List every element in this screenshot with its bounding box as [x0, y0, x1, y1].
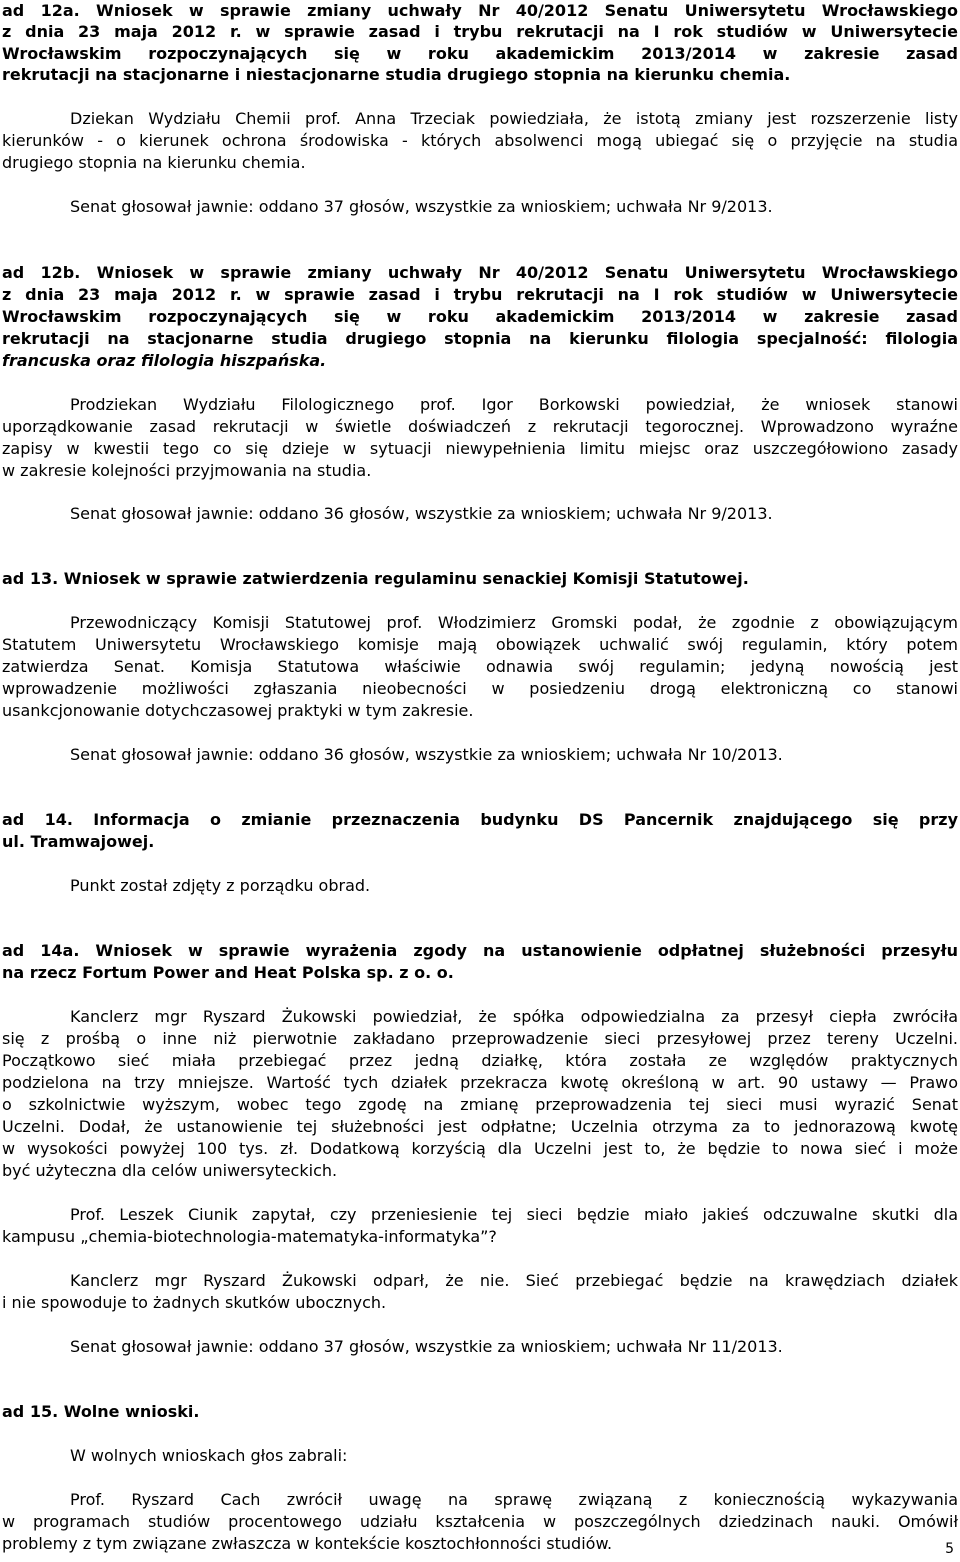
item-14a-question-line-2: kampusu „chemia-biotechnologia-matematyka-informatyka”?: [2, 1227, 497, 1246]
item-14a-question-line-1: Prof. Leszek Ciunik zapytał, czy przeniesienie tej sieci będzie miało jakieś odczuwalne skutki dla: [70, 1205, 958, 1224]
item-14a-body-line-8: być użyteczna dla celów uniwersyteckich.: [2, 1161, 338, 1180]
item-12a-heading-line-2: z dnia 23 maja 2012 r. w sprawie zasad i trybu rekrutacji na I rok studiów w Uniwersytecie: [2, 22, 958, 41]
item-12b-heading-line-1: ad 12b. Wniosek w sprawie zmiany uchwały Nr 40/2012 Senatu Uniwersytetu Wrocławskiego: [2, 263, 958, 282]
item-13-body-line-2: Statutem Uniwersytetu Wrocławskiego komisje mają obowiązek uchwalić swój regulamin, który potem: [2, 635, 958, 654]
item-12a-body-line-1: Dziekan Wydziału Chemii prof. Anna Trzeciak powiedziała, że istotą zmiany jest rozszerzenie listy: [70, 109, 958, 128]
item-12b-vote: Senat głosował jawnie: oddano 36 głosów, wszystkie za wnioskiem; uchwała Nr 9/2013.: [70, 504, 773, 523]
item-15-intro: W wolnych wnioskach głos zabrali:: [70, 1446, 348, 1465]
item-14a-body-line-7: w wysokości powyżej 100 tys. zł. Dodatkową korzyścią dla Uczelni jest to, że będzie to nowa sieć i może: [2, 1139, 958, 1158]
item-15-body-line-1: Prof. Ryszard Cach zwrócił uwagę na sprawę związaną z koniecznością wykazywania: [70, 1490, 958, 1509]
item-14a-body-line-3: Początkowo sieć miała przebiegać przez jedną działkę, która została ze względów praktycznych: [2, 1051, 958, 1070]
item-15-heading: ad 15. Wolne wnioski.: [2, 1402, 200, 1421]
item-12a-body-line-2: kierunków - o kierunek ochrona środowiska - których absolwenci mogą ubiegać się o przyjęcie na studia: [2, 131, 958, 150]
item-13-body-line-4: wprowadzenie możliwości zgłaszania nieobecności w posiedzeniu drogą elektroniczną co stanowi: [2, 679, 958, 698]
item-14a-heading-line-1: ad 14a. Wniosek w sprawie wyrażenia zgody na ustanowienie odpłatnej służebności przesyłu: [2, 941, 958, 960]
item-13-body-line-3: zatwierdza Senat. Komisja Statutowa właściwie odnawia swój regulamin; jedyną nowością jest: [2, 657, 958, 676]
page-number: 5: [945, 1541, 954, 1557]
item-14a-body-line-2: się z prośbą o inne niż pierwotnie zakładano przeprowadzenie sieci przesyłowej przez tereny Uczelni.: [2, 1029, 958, 1048]
item-14a-answer-line-2: i nie spowoduje to żadnych skutków ubocznych.: [2, 1293, 387, 1312]
item-14a-body-line-1: Kanclerz mgr Ryszard Żukowski powiedział, że spółka odpowiedzialna za przesył ciepła zwróciła: [70, 1007, 958, 1026]
item-12b-heading-line-2: z dnia 23 maja 2012 r. w sprawie zasad i trybu rekrutacji na I rok studiów w Uniwersytecie: [2, 285, 958, 304]
item-15-body-line-3: problemy z tym związane zwłaszcza w kontekście kosztochłonności studiów.: [2, 1534, 613, 1553]
item-12b-body-line-3: zapisy w kwestii tego co się dzieje w sytuacji niewypełnienia limitu miejsc oraz uszczegółowiono zasady: [2, 439, 958, 458]
item-12b-heading-line-4: rekrutacji na stacjonarne studia drugiego stopnia na kierunku filologia specjalność: filologia: [2, 329, 958, 348]
item-12b-heading-line-3: Wrocławskim rozpoczynających się w roku akademickim 2013/2014 w zakresie zasad: [2, 307, 958, 326]
item-12a-heading-line-4: rekrutacji na stacjonarne i niestacjonarne studia drugiego stopnia na kierunku chemia.: [2, 65, 791, 84]
item-13-vote: Senat głosował jawnie: oddano 36 głosów, wszystkie za wnioskiem; uchwała Nr 10/2013.: [70, 745, 783, 764]
item-14a-body-line-4: podzielona na trzy mniejsze. Wartość tych działek przekracza kwotę określoną w art. 90 ustawy — Prawo: [2, 1073, 958, 1092]
item-12a-vote: Senat głosował jawnie: oddano 37 głosów, wszystkie za wnioskiem; uchwała Nr 9/2013.: [70, 197, 773, 216]
item-13-heading: ad 13. Wniosek w sprawie zatwierdzenia regulaminu senackiej Komisji Statutowej.: [2, 569, 749, 588]
item-12a-body-line-3: drugiego stopnia na kierunku chemia.: [2, 153, 306, 172]
item-13-body-line-5: usankcjonowanie dotychczasowej praktyki w tym zakresie.: [2, 701, 474, 720]
item-12a-heading-line-1: ad 12a. Wniosek w sprawie zmiany uchwały Nr 40/2012 Senatu Uniwersytetu Wrocławskiego: [2, 1, 958, 20]
item-14-body: Punkt został zdjęty z porządku obrad.: [70, 876, 371, 895]
item-14a-answer-line-1: Kanclerz mgr Ryszard Żukowski odparł, że nie. Sieć przebiegać będzie na krawędziach działek: [70, 1271, 958, 1290]
item-14a-body-line-5: o szkolnictwie wyższym, wobec tego zgodę na zmianę przeprowadzenia tej sieci musi wyrazić Senat: [2, 1095, 958, 1114]
item-12b-body-line-2: uporządkowanie zasad rekrutacji w świetle doświadczeń z rekrutacji tegorocznej. Wprowadzono wyraźne: [2, 417, 958, 436]
item-12b-heading-line-5: francuska oraz filologia hiszpańska.: [2, 351, 327, 370]
item-12a-heading-line-3: Wrocławskim rozpoczynających się w roku akademickim 2013/2014 w zakresie zasad: [2, 44, 958, 63]
item-15-body-line-2: w programach studiów procentowego udziału kształcenia w poszczególnych dziedzinach nauki. Omówił: [2, 1512, 958, 1531]
item-12b-body-line-4: w zakresie kolejności przyjmowania na studia.: [2, 461, 372, 480]
item-14a-heading-line-2: na rzecz Fortum Power and Heat Polska sp. z o. o.: [2, 963, 454, 982]
item-13-body-line-1: Przewodniczący Komisji Statutowej prof. Włodzimierz Gromski podał, że zgodnie z obowiązującym: [70, 613, 958, 632]
item-14-heading-line-2: ul. Tramwajowej.: [2, 832, 155, 851]
item-14a-body-line-6: Uczelni. Dodał, że ustanowienie tej służebności jest odpłatne; Uczelnia otrzyma za to jednorazową kwotę: [2, 1117, 958, 1136]
item-14-heading-line-1: ad 14. Informacja o zmianie przeznaczenia budynku DS Pancernik znajdującego się przy: [2, 810, 958, 829]
item-12b-body-line-1: Prodziekan Wydziału Filologicznego prof. Igor Borkowski powiedział, że wniosek stanowi: [70, 395, 958, 414]
item-14a-vote: Senat głosował jawnie: oddano 37 głosów, wszystkie za wnioskiem; uchwała Nr 11/2013.: [70, 1337, 783, 1356]
